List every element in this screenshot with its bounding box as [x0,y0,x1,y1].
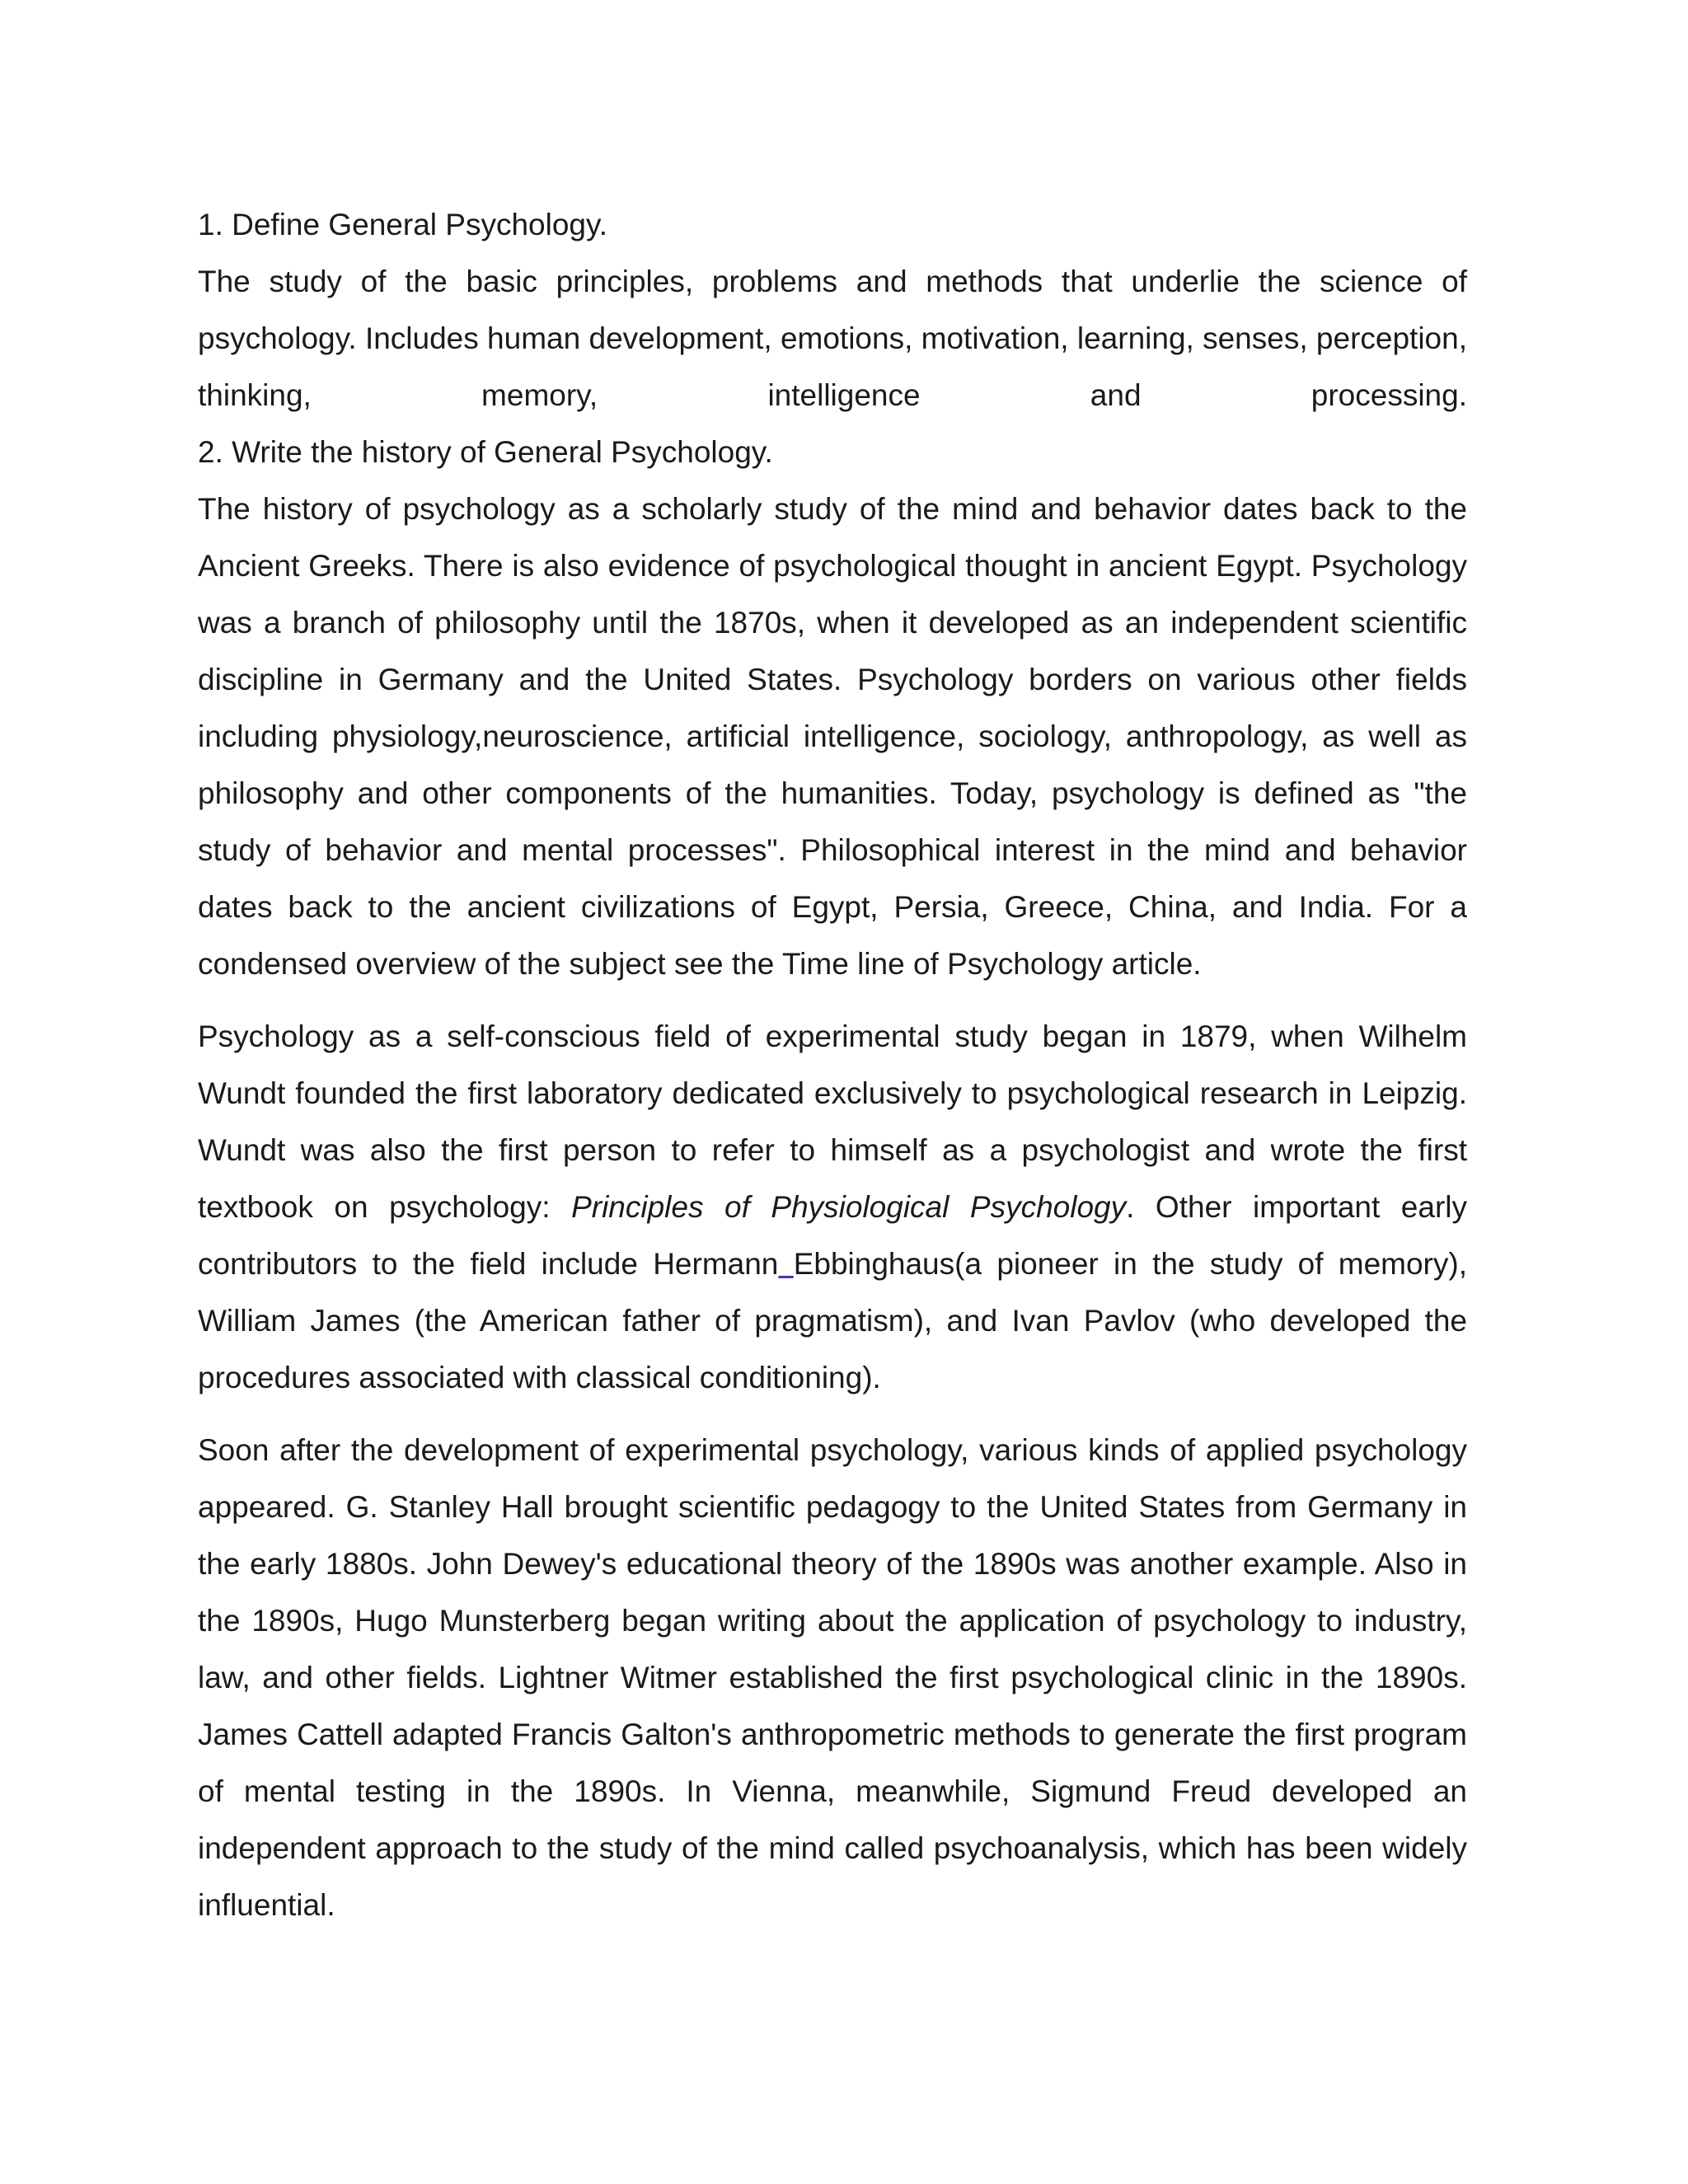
book-title: Principles of Physiological Psychology [571,1190,1127,1224]
document-body [198,196,1467,1933]
question-1-heading: 1. Define General Psychology. [198,208,608,241]
paragraph-2-text-c: Ebbinghaus(a pioneer in the study of memory), William James (the American father of pragmatism), and Ivan Pavlov (who developed the procedures associated with classical conditioning). [198,1247,1467,1394]
paragraph-2-text-b: . Other important early contributors to the field include Hermann [198,1190,1467,1281]
question-1-answer: The study of the basic principles, problems and methods that underlie the science of psychology. Includes human development, emotions, motivation, learning, senses, perception, thinking, memory, intelligence and processing. [198,265,1467,412]
history-paragraph-1: The history of psychology as a scholarly study of the mind and behavior dates back to the Ancient Greeks. There is also evidence of psychological thought in ancient Egypt. Psychology was a branch of philosophy until the 1870s, when it developed as an independent scientific discipline in Germany and the United States. Psychology borders on various other fields including physiology,neuroscience, artificial intelligence, sociology, anthropology, as well as philosophy and other components of the humanities. Today, psychology is defined as "the study of behavior and mental processes". Philosophical interest in the mind and behavior dates back to the ancient civilizations of Egypt, Persia, Greece, China, and India. For a condensed overview of the subject see the Time line of Psychology article. [198,492,1467,981]
hyperlink-underline[interactable] [778,1247,793,1281]
history-paragraph-2 [198,1008,1467,1406]
paragraph-2-text-a: Psychology as a self-conscious field of experimental study began in 1879, when Wilhelm Wundt founded the first laboratory dedicated exclusively to psychological research in Leipzig. Wundt was also the first person to refer to himself as a psychologist and wrote the first textbook on psychology: [198,1019,1467,1224]
question-2-heading: 2. Write the history of General Psychology. [198,435,773,469]
history-paragraph-3: Soon after the development of experimental psychology, various kinds of applied psychology appeared. G. Stanley Hall brought scientific pedagogy to the United States from Germany in the early 1880s. John Dewey's educational theory of the 1890s was another example. Also in the 1890s, Hugo Munsterberg began writing about the application of psychology to industry, law, and other fields. Lightner Witmer established the first psychological clinic in the 1890s. James Cattell adapted Francis Galton's anthropometric methods to generate the first program of mental testing in the 1890s. In Vienna, meanwhile, Sigmund Freud developed an independent approach to the study of the mind called psychoanalysis, which has been widely influential. [198,1433,1467,1922]
